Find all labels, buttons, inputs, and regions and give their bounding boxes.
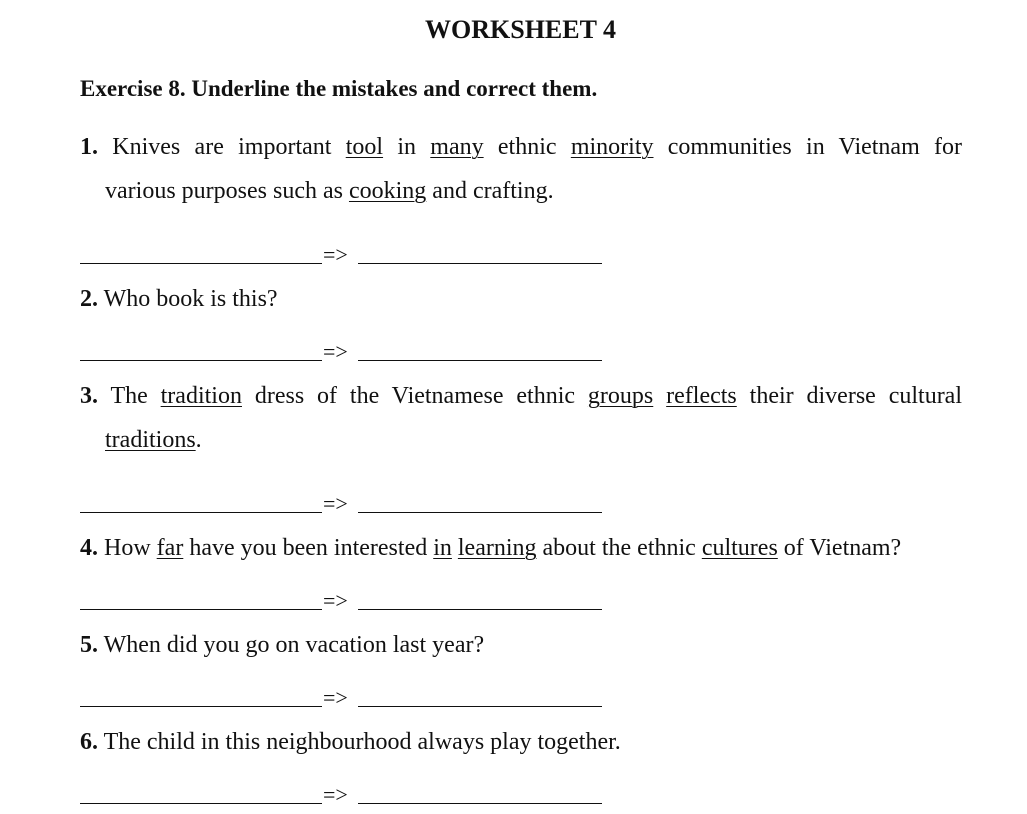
mistake-blank[interactable] — [80, 609, 322, 610]
question-text — [653, 383, 666, 409]
question-number: 3. — [80, 383, 98, 409]
mistake-blank[interactable] — [80, 263, 322, 264]
underlined-mistake: tradition — [160, 383, 242, 409]
question-text: communities in Vietnam for — [653, 134, 963, 160]
underlined-mistake: learning — [457, 535, 537, 561]
correction-blank[interactable] — [358, 512, 602, 513]
question-text: . — [195, 427, 202, 453]
question-number: 5. — [80, 632, 98, 658]
question-4-line-1 — [80, 526, 962, 570]
question-text: have you been interested — [183, 535, 434, 561]
question-6 — [80, 720, 962, 764]
question-text: How — [98, 535, 157, 561]
question-2-line-1 — [80, 277, 962, 321]
answer-line-2[interactable] — [80, 331, 610, 364]
underlined-mistake: many — [430, 134, 484, 160]
question-1-line-2 — [80, 169, 962, 213]
question-text: ethnic — [483, 134, 571, 160]
question-6-line-1 — [80, 720, 962, 764]
answer-line-4[interactable] — [80, 580, 610, 613]
underlined-mistake: groups — [587, 383, 654, 409]
arrow-symbol: => — [323, 685, 348, 710]
arrow-symbol: => — [323, 782, 348, 807]
question-text: about the ethnic — [536, 535, 702, 561]
question-number: 1. — [80, 134, 98, 160]
correction-blank[interactable] — [358, 803, 602, 804]
question-3-line-1 — [80, 374, 962, 418]
correction-blank[interactable] — [358, 263, 602, 264]
correction-blank[interactable] — [358, 360, 602, 361]
question-5 — [80, 623, 962, 667]
question-5-line-1 — [80, 623, 962, 667]
question-text: of Vietnam? — [777, 535, 902, 561]
question-1-line-1 — [80, 125, 962, 169]
arrow-symbol: => — [323, 491, 348, 516]
answer-line-6[interactable] — [80, 774, 610, 807]
question-4 — [80, 526, 962, 570]
exercise-instruction: Exercise 8. Underline the mistakes and correct them. — [80, 76, 598, 101]
question-number: 6. — [80, 729, 98, 755]
question-text: Knives are important — [98, 134, 346, 160]
question-text: Who book is this? — [98, 286, 278, 312]
question-text: The — [98, 383, 161, 409]
underlined-mistake: in — [433, 535, 452, 561]
arrow-symbol: => — [323, 242, 348, 267]
question-1 — [80, 125, 962, 213]
answer-line-1[interactable] — [80, 234, 610, 267]
question-text: The child in this neighbourhood always play together. — [98, 729, 621, 755]
answer-line-3[interactable] — [80, 483, 610, 516]
question-text: various purposes such as — [105, 178, 349, 204]
mistake-blank[interactable] — [80, 512, 322, 513]
underlined-mistake: minority — [570, 134, 654, 160]
question-text: their diverse cultural — [736, 383, 963, 409]
question-3-line-2 — [80, 418, 962, 462]
mistake-blank[interactable] — [80, 706, 322, 707]
question-number: 4. — [80, 535, 98, 561]
question-text: dress of the Vietnamese ethnic — [241, 383, 588, 409]
mistake-blank[interactable] — [80, 803, 322, 804]
arrow-symbol: => — [323, 339, 348, 364]
correction-blank[interactable] — [358, 706, 602, 707]
underlined-mistake: far — [156, 535, 184, 561]
underlined-mistake: cooking — [348, 178, 427, 204]
underlined-mistake: cultures — [701, 535, 778, 561]
question-text: When did you go on vacation last year? — [98, 632, 485, 658]
question-3 — [80, 374, 962, 462]
arrow-symbol: => — [323, 588, 348, 613]
underlined-mistake: tool — [345, 134, 384, 160]
worksheet-title: WORKSHEET 4 — [425, 15, 616, 44]
underlined-mistake: traditions — [105, 427, 196, 453]
mistake-blank[interactable] — [80, 360, 322, 361]
correction-blank[interactable] — [358, 609, 602, 610]
answer-line-5[interactable] — [80, 677, 610, 710]
question-number: 2. — [80, 286, 98, 312]
question-text: in — [383, 134, 431, 160]
question-2 — [80, 277, 962, 321]
question-text: and crafting. — [426, 178, 554, 204]
underlined-mistake: reflects — [666, 383, 737, 409]
